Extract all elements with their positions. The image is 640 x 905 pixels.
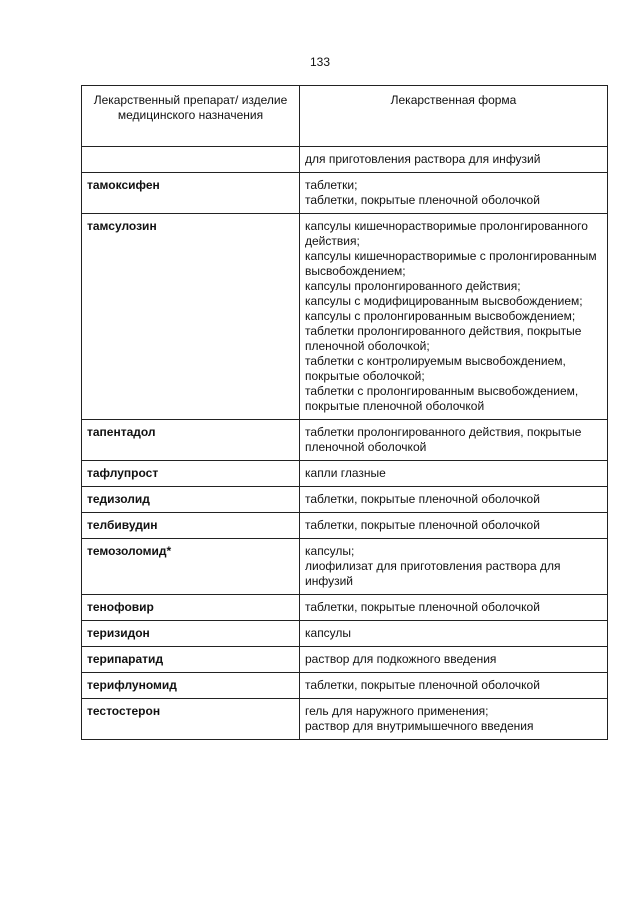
table-row — [82, 513, 608, 539]
table-row — [82, 621, 608, 647]
dosage-form-cell: капли глазные — [300, 461, 608, 487]
drug-name-cell: телбивудин — [82, 513, 300, 539]
page-number: 133 — [309, 55, 331, 69]
table-row — [82, 595, 608, 621]
dosage-form-cell: таблетки; таблетки, покрытые пленочной оболочкой — [300, 173, 608, 214]
dosage-form-cell: раствор для подкожного введения — [300, 647, 608, 673]
table-row — [82, 699, 608, 740]
drug-form-table — [81, 85, 608, 740]
table-header-row — [82, 86, 608, 147]
dosage-form-cell: таблетки, покрытые пленочной оболочкой — [300, 487, 608, 513]
drug-name-cell: терифлуномид — [82, 673, 300, 699]
drug-name-cell: тенофовир — [82, 595, 300, 621]
table-row — [82, 487, 608, 513]
dosage-form-cell: гель для наружного применения; раствор для внутримышечного введения — [300, 699, 608, 740]
table-row — [82, 147, 608, 173]
drug-name-cell: тестостерон — [82, 699, 300, 740]
table-row — [82, 214, 608, 420]
table-row — [82, 673, 608, 699]
dosage-form-cell: таблетки, покрытые пленочной оболочкой — [300, 673, 608, 699]
dosage-form-cell: таблетки пролонгированного действия, покрытые пленочной оболочкой — [300, 420, 608, 461]
drug-name-cell: тафлупрост — [82, 461, 300, 487]
table-row — [82, 420, 608, 461]
dosage-form-cell: таблетки, покрытые пленочной оболочкой — [300, 513, 608, 539]
dosage-form-cell: таблетки, покрытые пленочной оболочкой — [300, 595, 608, 621]
drug-name-cell: терипаратид — [82, 647, 300, 673]
table-row — [82, 539, 608, 595]
column-header-form: Лекарственная форма — [300, 86, 608, 147]
dosage-form-cell: для приготовления раствора для инфузий — [300, 147, 608, 173]
dosage-form-cell: капсулы — [300, 621, 608, 647]
drug-name-cell: тапентадол — [82, 420, 300, 461]
drug-name-cell: тамсулозин — [82, 214, 300, 420]
table-row — [82, 647, 608, 673]
drug-name-cell — [82, 147, 300, 173]
table-row — [82, 173, 608, 214]
table-row — [82, 461, 608, 487]
drug-name-cell: теризидон — [82, 621, 300, 647]
dosage-form-cell: капсулы; лиофилизат для приготовления раствора для инфузий — [300, 539, 608, 595]
drug-name-cell: темозоломид* — [82, 539, 300, 595]
drug-name-cell: тамоксифен — [82, 173, 300, 214]
drug-name-cell: тедизолид — [82, 487, 300, 513]
dosage-form-cell: капсулы кишечнорастворимые пролонгированного действия; капсулы кишечнорастворимые с пролонгированным высвобождением; капсулы пролонгированного действия; капсулы с модифицированным высвобождением; капсулы с пролонгированным высвобождением; таблетки пролонгированного действия, покрытые пленочной оболочкой; таблетки с контролируемым высвобождением, покрытые оболочкой; таблетки с пролонгированным высвобождением, покрытые пленочной оболочкой — [300, 214, 608, 420]
column-header-drug: Лекарственный препарат/ изделие медицинского назначения — [82, 86, 300, 147]
